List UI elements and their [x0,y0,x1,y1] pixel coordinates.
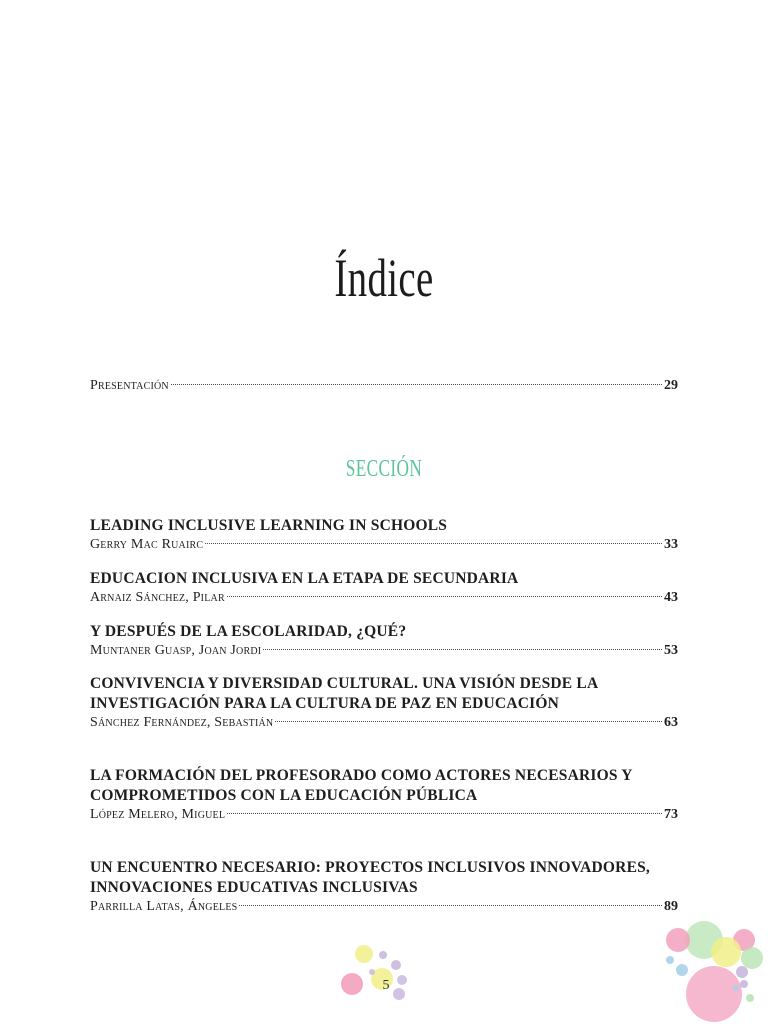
toc-entry [90,569,678,607]
chapter-author: Parrilla Latas, Ángeles [90,899,238,914]
presentation-page: 29 [664,378,678,393]
chapter-title: CONVIVENCIA Y DIVERSIDAD CULTURAL. UNA VISIÓN DESDE LA INVESTIGACIÓN PARA LA CULTURA DE PAZ EN EDUCACIÓN [90,675,598,712]
chapter-page: 33 [664,537,678,552]
toc-line [90,898,678,916]
chapter-title: Y DESPUÉS DE LA ESCOLARIDAD, ¿QUÉ? [90,623,407,640]
section-heading: SECCIÓN [345,456,423,482]
dot-leader [205,543,662,544]
toc-line [90,536,678,554]
chapter-title: UN ENCUENTRO NECESARIO: PROYECTOS INCLUSIVOS INNOVADORES, INNOVACIONES EDUCATIVAS INCLUSIVAS [90,859,651,896]
chapter-author: Muntaner Guasp, Joan Jordi [90,643,262,658]
chapter-author: Sánchez Fernández, Sebastián [90,715,274,730]
chapter-author: Arnaiz Sánchez, Pilar [90,590,225,605]
toc-presentation [90,377,678,395]
chapter-title: LA FORMACIÓN DEL PROFESORADO COMO ACTORES NECESARIOS Y COMPROMETIDOS CON LA EDUCACIÓN PÚBLICA [90,767,633,804]
toc-entry [90,858,678,916]
toc-line [90,806,678,824]
dot-leader [171,384,662,385]
toc-entry [90,516,678,554]
page-number: 5 [382,978,390,993]
dot-leader [227,596,662,597]
chapter-page: 63 [664,715,678,730]
dot-leader [239,905,662,906]
decorative-dots-center [336,940,416,1004]
presentation-label: Presentación [90,378,169,393]
toc-line [90,377,678,395]
dot-leader [263,649,662,650]
toc-entry [90,674,678,732]
chapter-author: López Melero, Miguel [90,807,226,822]
chapter-page: 73 [664,807,678,822]
chapter-page: 43 [664,590,678,605]
chapter-page: 89 [664,899,678,914]
toc-line [90,589,678,607]
chapter-title: LEADING INCLUSIVE LEARNING IN SCHOOLS [90,517,448,534]
toc-line [90,642,678,660]
toc-line [90,714,678,732]
page-title: Índice [334,248,434,308]
dot-leader [275,721,662,722]
chapter-title: EDUCACION INCLUSIVA EN LA ETAPA DE SECUNDARIA [90,570,519,587]
decorative-dots-corner [656,918,768,1024]
toc-entry [90,766,678,824]
chapter-author: Gerry Mac Ruairc [90,537,204,552]
toc-entry [90,622,678,660]
chapter-page: 53 [664,643,678,658]
dot-leader [227,813,662,814]
